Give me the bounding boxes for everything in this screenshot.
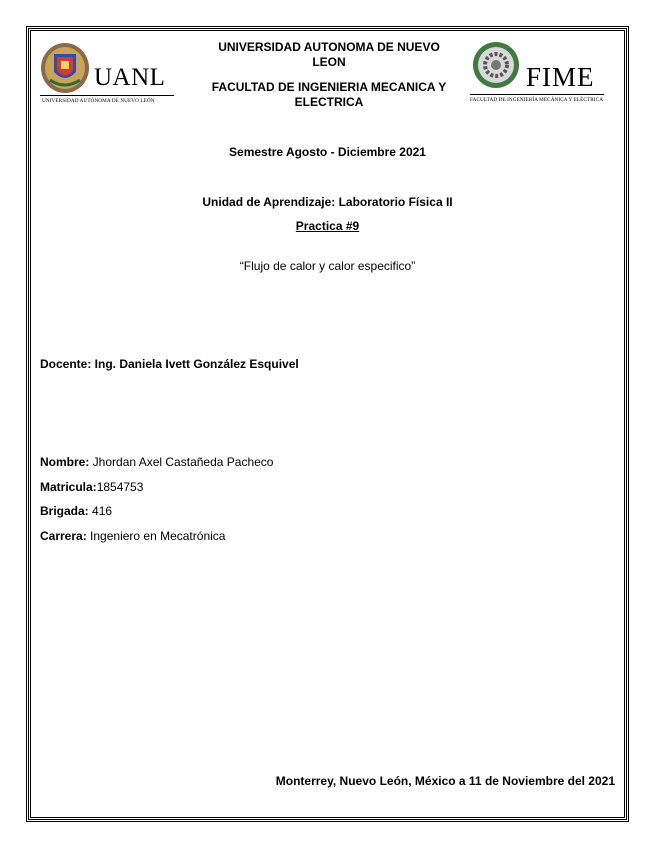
student-name-label: Nombre: [40, 455, 90, 469]
learning-unit: Unidad de Aprendizaje: Laboratorio Física II [202, 195, 453, 209]
fime-logo [468, 38, 608, 104]
university-name-line1: UNIVERSIDAD AUTONOMA DE NUEVO [218, 40, 440, 54]
fime-logo-rule [470, 94, 604, 95]
uanl-logo-subtitle: UNIVERSIDAD AUTÓNOMA DE NUEVO LEÓN [42, 98, 155, 104]
uanl-crest-icon [40, 42, 90, 94]
student-id-label: Matricula: [40, 480, 97, 494]
fime-logo-text: FIME [526, 62, 595, 92]
student-group-label: Brigada: [40, 504, 89, 518]
semester-line: Semestre Agosto - Diciembre 2021 [229, 145, 426, 159]
uanl-logo-text: UANL [94, 64, 166, 91]
faculty-name [184, 80, 474, 110]
student-id-row [40, 480, 143, 495]
practice-title: “Flujo de calor y calor especifico” [239, 259, 416, 273]
uanl-logo-rule [40, 95, 174, 96]
place-and-date: Monterrey, Nuevo León, México a 11 de Noviembre del 2021 [275, 774, 615, 788]
student-group-row [40, 504, 112, 519]
faculty-name-line1: FACULTAD DE INGENIERIA MECANICA Y [211, 80, 447, 94]
fime-crest-icon [472, 40, 520, 90]
faculty-name-line2: ELECTRICA [294, 95, 364, 109]
student-career-row [40, 529, 225, 544]
student-group-value: 416 [88, 504, 113, 518]
university-name [184, 40, 474, 70]
uanl-logo [40, 40, 180, 106]
student-name-value: Jhordan Axel Castañeda Pacheco [89, 455, 274, 469]
student-id-value: 1854753 [96, 480, 144, 494]
practice-number: Practica #9 [295, 219, 360, 233]
fime-logo-subtitle: FACULTAD DE INGENIERÍA MECÁNICA Y ELÉCTRICA [470, 97, 604, 103]
teacher-line: Docente: Ing. Daniela Ivett González Esquivel [40, 357, 299, 371]
student-name-row [40, 455, 273, 470]
university-name-line2: LEON [312, 55, 346, 69]
student-career-label: Carrera: [40, 529, 87, 543]
student-career-value: Ingeniero en Mecatrónica [86, 529, 226, 543]
